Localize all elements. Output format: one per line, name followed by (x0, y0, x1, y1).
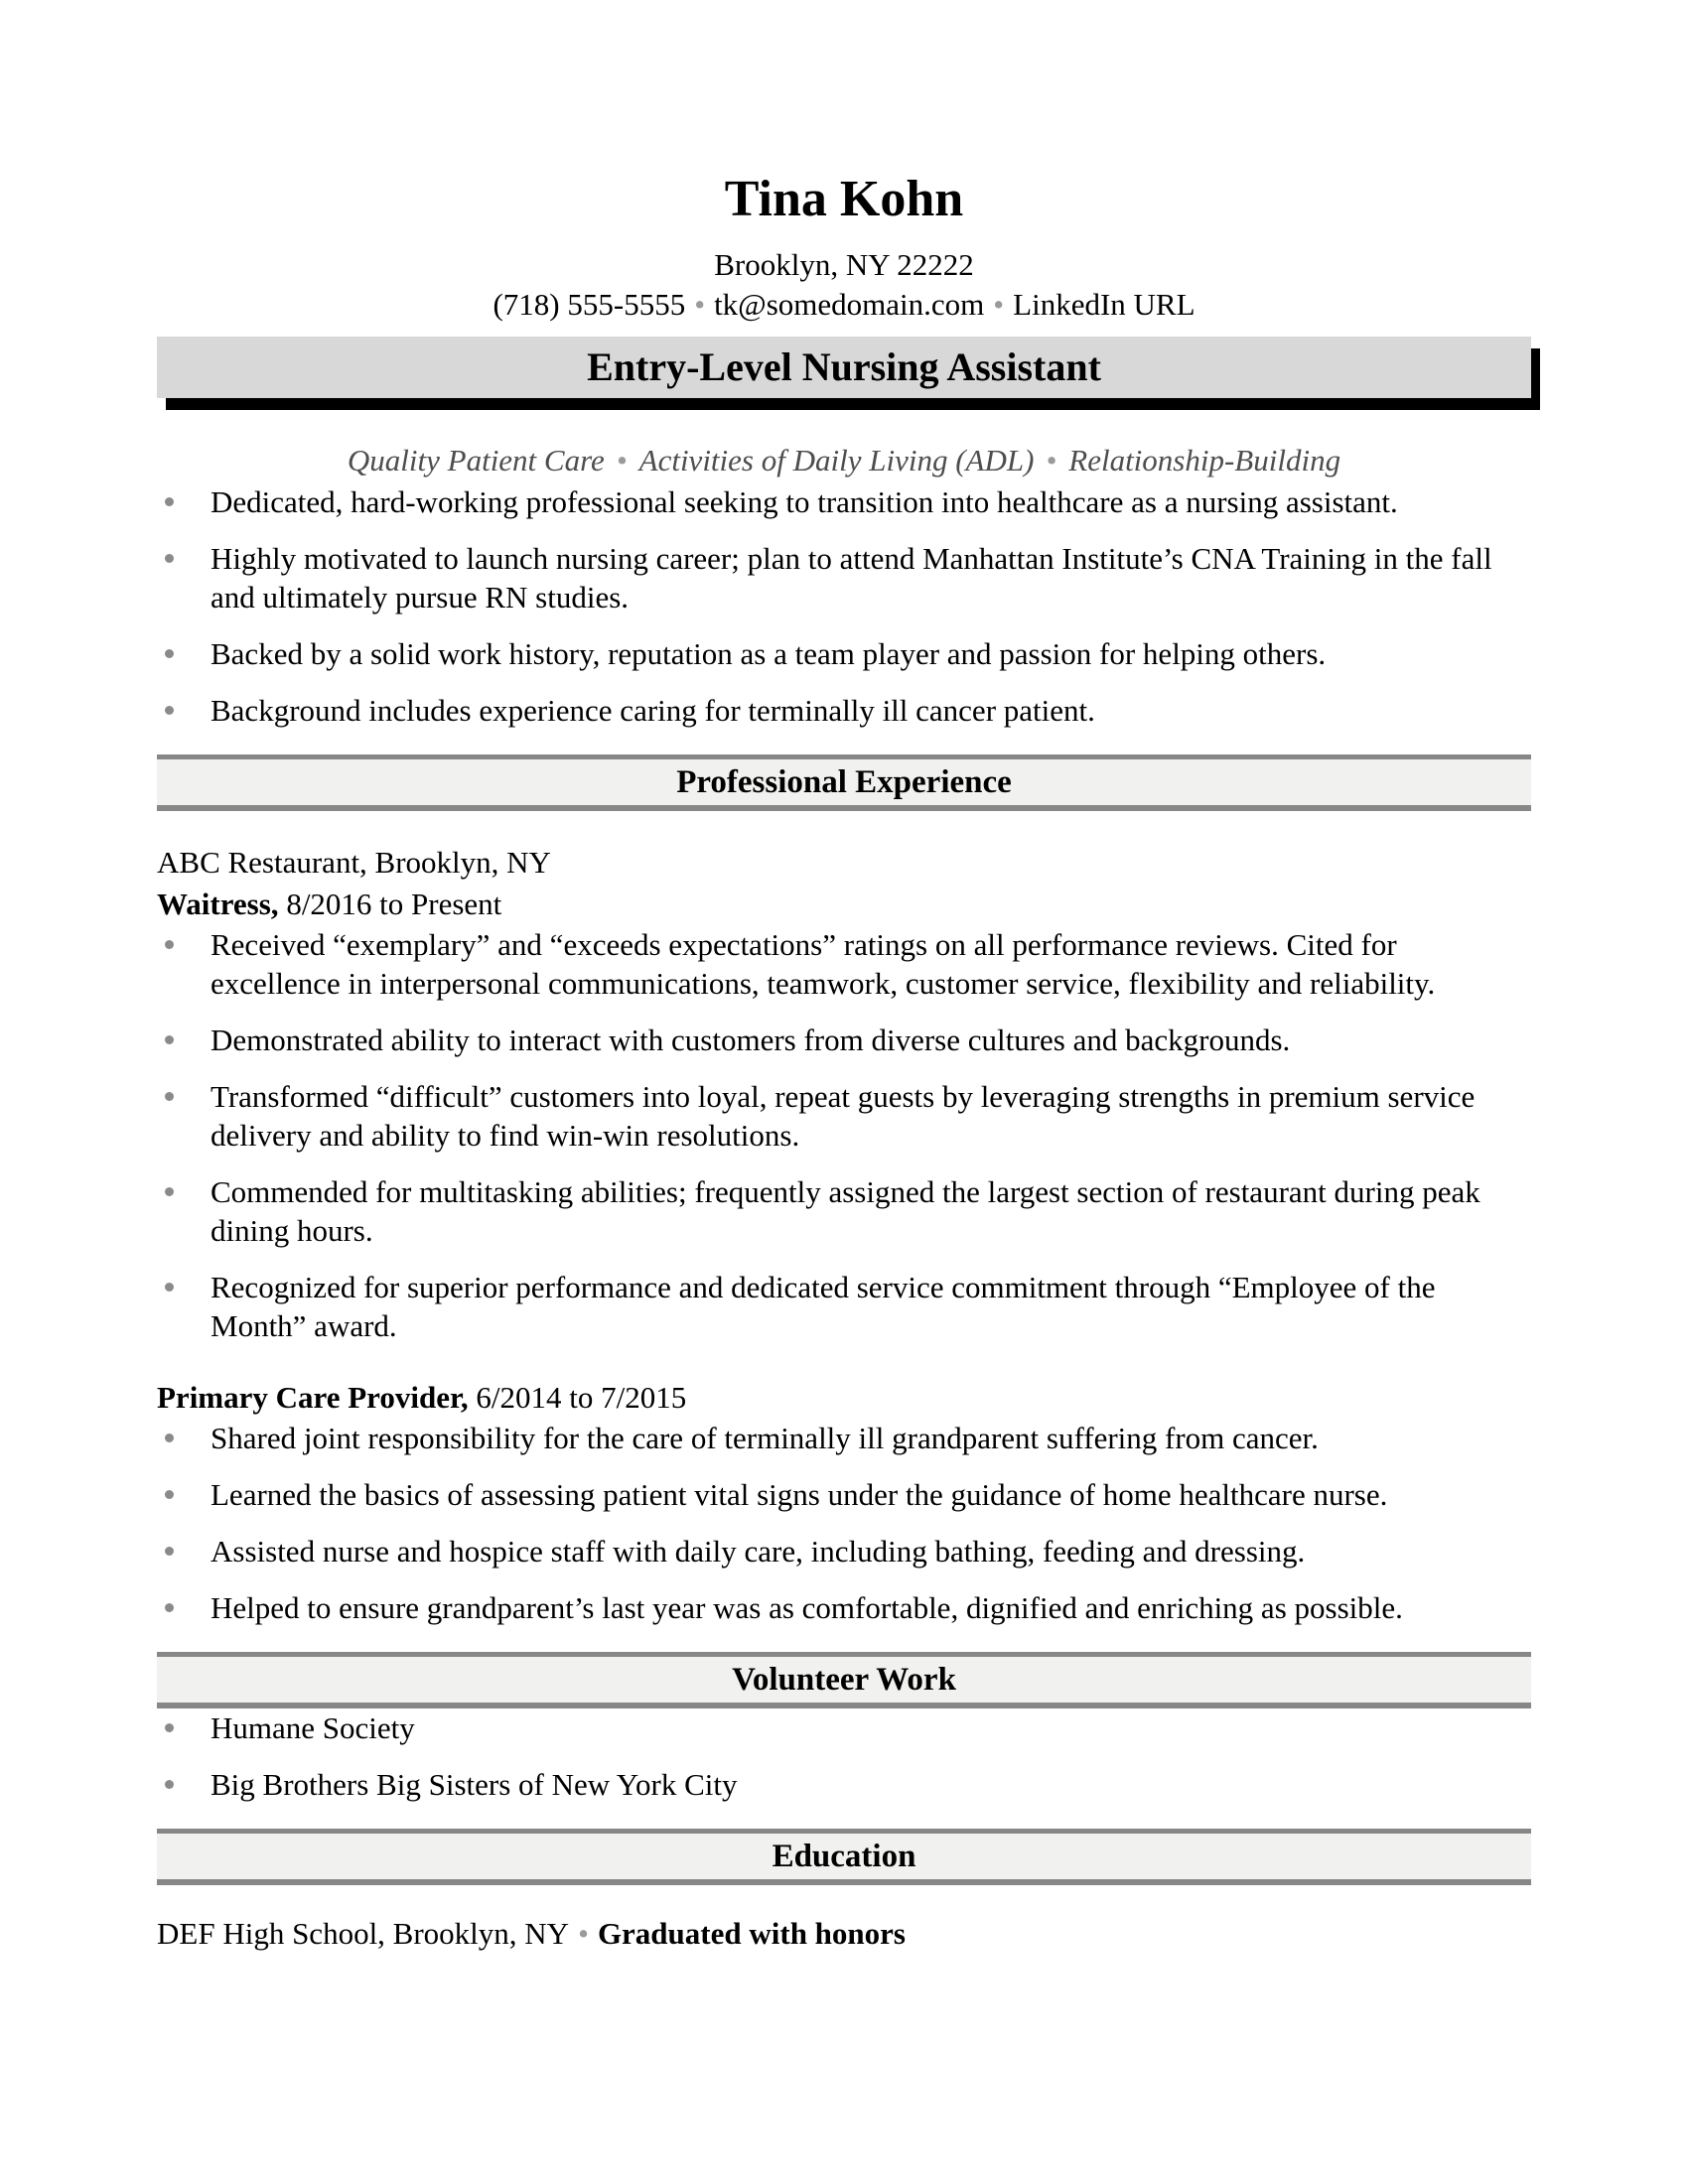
list-item (157, 1708, 1531, 1747)
bullet-icon (165, 554, 174, 563)
phone-number: (718) 555-5555 (492, 287, 686, 322)
bullet-icon (165, 1283, 174, 1292)
headline-text: Entry-Level Nursing Assistant (587, 344, 1101, 389)
skills-line (157, 439, 1531, 482)
dot-separator-icon: • (694, 287, 706, 322)
bullet-icon (165, 940, 174, 949)
volunteer-bullet-list (157, 1708, 1531, 1804)
list-item (157, 1765, 1531, 1804)
bullet-text: Demonstrated ability to interact with customers from diverse cultures and backgrounds. (211, 1023, 1291, 1057)
bullet-text: Helped to ensure grandparent’s last year was as comfortable, dignified and enriching as possible. (211, 1590, 1403, 1625)
bullet-icon (165, 1433, 174, 1442)
section-header-experience (157, 754, 1531, 811)
education-highlight: Graduated with honors (597, 1916, 906, 1951)
skill-item: Quality Patient Care (347, 443, 605, 478)
list-item (157, 1268, 1531, 1345)
dot-separator-icon: • (1046, 443, 1057, 478)
list-item (157, 691, 1531, 730)
bullet-text: Background includes experience caring for terminally ill cancer patient. (211, 693, 1095, 728)
skill-item: Activities of Daily Living (ADL) (638, 443, 1035, 478)
section-header-volunteer (157, 1652, 1531, 1708)
headline-banner (157, 337, 1531, 398)
location-line: Brooklyn, NY 22222 (714, 247, 974, 282)
section-heading-text: Professional Experience (676, 764, 1012, 800)
linkedin-text: LinkedIn URL (1013, 287, 1196, 322)
role-title: Waitress, (157, 887, 279, 921)
dot-separator-icon: • (616, 443, 628, 478)
list-item (157, 1172, 1531, 1250)
section-heading-text: Education (772, 1839, 916, 1874)
education-line (157, 1913, 1531, 1955)
bullet-text: Humane Society (211, 1710, 415, 1745)
summary-bullet-list (157, 482, 1531, 730)
bullet-text: Shared joint responsibility for the care of terminally ill grandparent suffering from cancer. (211, 1421, 1319, 1455)
role-title: Primary Care Provider, (157, 1380, 469, 1415)
role-line-waitress (157, 884, 1531, 925)
section-header-education (157, 1829, 1531, 1885)
list-item (157, 634, 1531, 673)
role-dates: 8/2016 to Present (278, 887, 502, 921)
list-item (157, 1475, 1531, 1514)
bullet-icon (165, 1035, 174, 1044)
bullet-icon (165, 497, 174, 506)
bullet-text: Highly motivated to launch nursing career; plan to attend Manhattan Institute’s CNA Training in the fall and ultimately pursue RN studies. (211, 541, 1492, 614)
bullet-icon (165, 1490, 174, 1499)
section-heading-text: Volunteer Work (732, 1662, 956, 1698)
bullet-text: Received “exemplary” and “exceeds expectations” ratings on all performance reviews. Cited for excellence in interpersonal communications, teamwork, customer service, flexibility and reliability. (211, 927, 1436, 1001)
bullet-icon (165, 1092, 174, 1101)
skill-item: Relationship-Building (1068, 443, 1341, 478)
dot-separator-icon: • (993, 287, 1005, 322)
list-item (157, 1419, 1531, 1457)
email-address: tk@somedomain.com (714, 287, 985, 322)
person-name: Tina Kohn (724, 171, 964, 227)
bullet-text: Big Brothers Big Sisters of New York City (211, 1767, 738, 1802)
bullet-text: Dedicated, hard-working professional seeking to transition into healthcare as a nursing assistant. (211, 484, 1398, 519)
bullet-icon (165, 1723, 174, 1732)
list-item (157, 1532, 1531, 1570)
bullet-icon (165, 1603, 174, 1612)
bullet-icon (165, 1780, 174, 1789)
school-name: DEF High School, Brooklyn, NY (157, 1916, 570, 1951)
bullet-text: Recognized for superior performance and dedicated service commitment through “Employee of the Month” award. (211, 1270, 1436, 1343)
bullet-icon (165, 1547, 174, 1556)
role-dates: 6/2014 to 7/2015 (468, 1380, 687, 1415)
bullet-icon (165, 649, 174, 658)
bullet-icon (165, 1187, 174, 1196)
bullet-text: Transformed “difficult” customers into loyal, repeat guests by leveraging strengths in premium service delivery and ability to find win-win resolutions. (211, 1079, 1476, 1153)
list-item (157, 925, 1531, 1003)
role-line-primary-care-provider (157, 1377, 1531, 1419)
list-item (157, 1021, 1531, 1059)
list-item (157, 482, 1531, 521)
waitress-bullet-list (157, 925, 1531, 1345)
dot-separator-icon: • (578, 1916, 589, 1951)
primary-care-bullet-list (157, 1419, 1531, 1627)
list-item (157, 1588, 1531, 1627)
company-line: ABC Restaurant, Brooklyn, NY (157, 845, 551, 880)
bullet-text: Assisted nurse and hospice staff with daily care, including bathing, feeding and dressing. (211, 1534, 1306, 1569)
bullet-text: Commended for multitasking abilities; frequently assigned the largest section of restaurant during peak dining hours. (211, 1174, 1480, 1248)
contact-line (157, 285, 1531, 325)
list-item (157, 1077, 1531, 1155)
bullet-icon (165, 706, 174, 715)
bullet-text: Learned the basics of assessing patient vital signs under the guidance of home healthcare nurse. (211, 1477, 1388, 1512)
bullet-text: Backed by a solid work history, reputation as a team player and passion for helping others. (211, 636, 1327, 671)
list-item (157, 539, 1531, 616)
